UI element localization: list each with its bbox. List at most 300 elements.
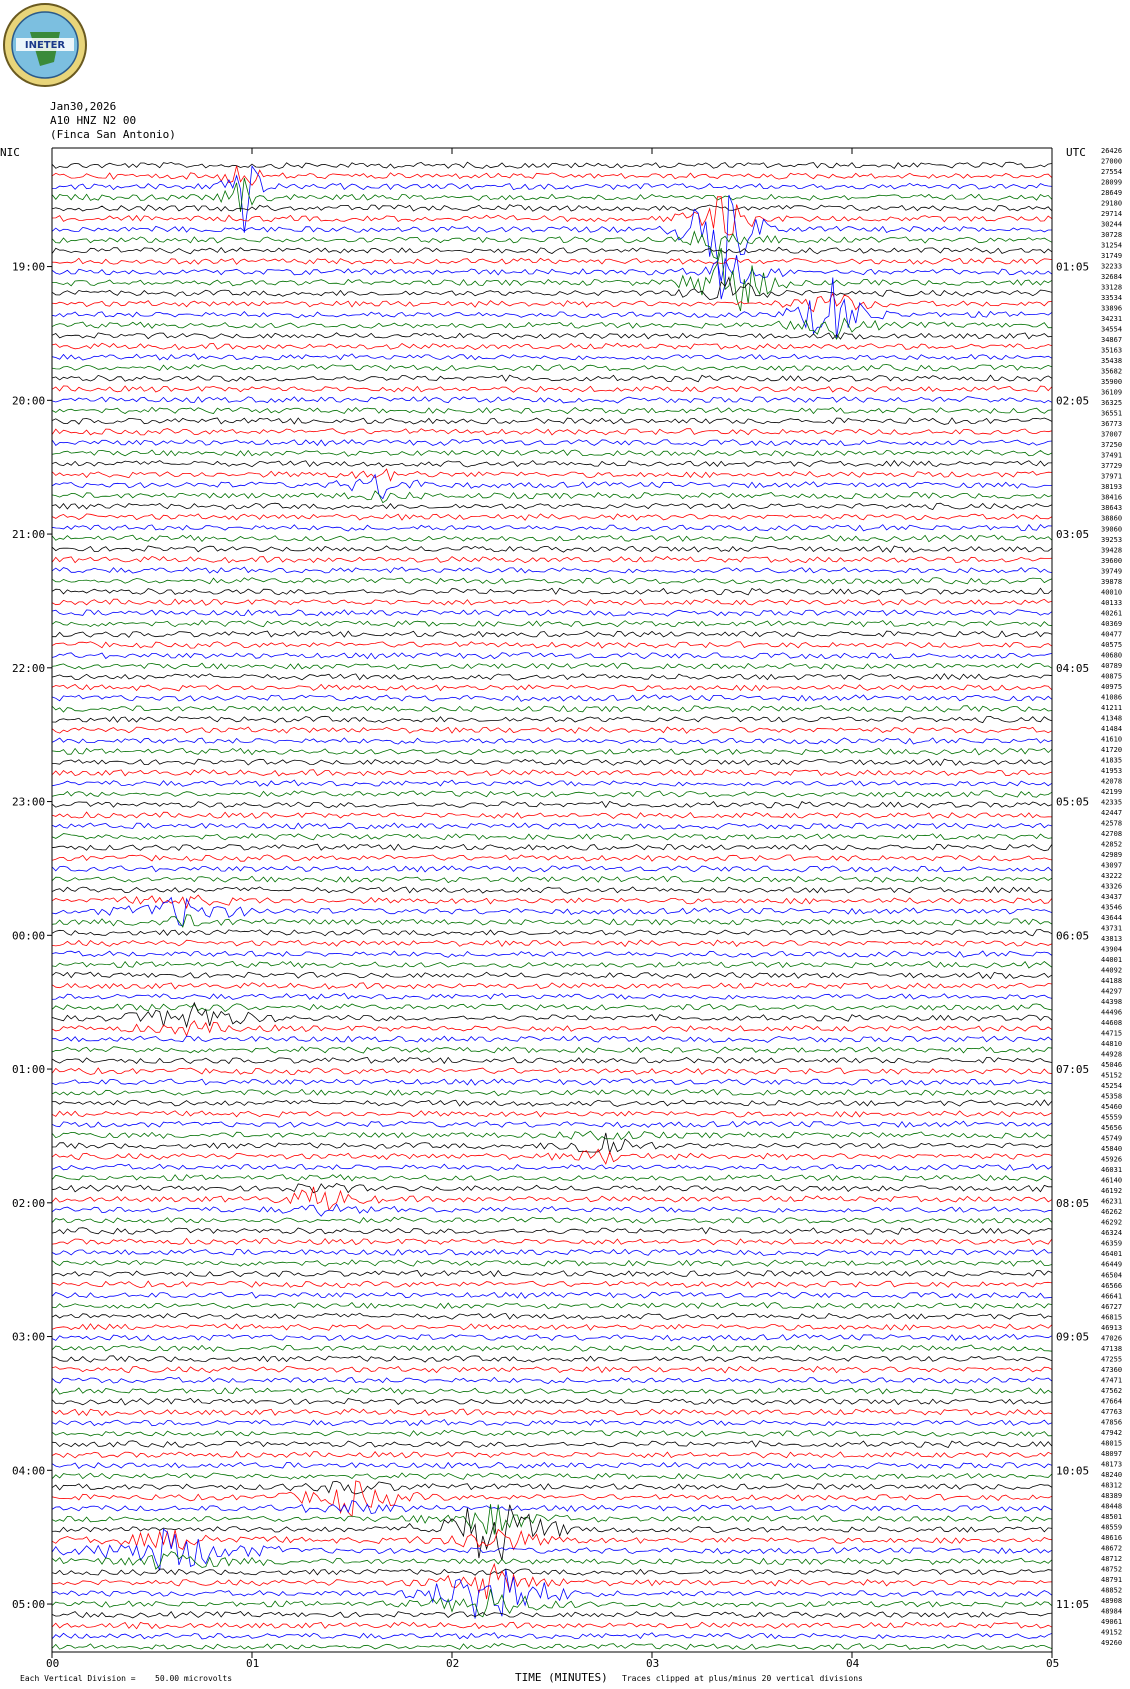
trace-value-label: 44188 <box>1101 977 1123 986</box>
left-hour-label: 03:00 <box>12 1330 46 1344</box>
trace-value-label: 47664 <box>1101 1397 1123 1406</box>
left-hour-label: 01:00 <box>12 1063 46 1077</box>
trace-line <box>52 610 1052 616</box>
trace-value-label: 40875 <box>1101 672 1123 681</box>
trace-value-label: 46566 <box>1101 1281 1123 1290</box>
trace-line <box>52 1552 1052 1570</box>
trace-value-label: 46192 <box>1101 1187 1123 1196</box>
trace-value-label: 37250 <box>1101 441 1123 450</box>
trace-value-label: 40477 <box>1101 630 1123 639</box>
trace-line <box>52 844 1052 851</box>
x-tick-label: 02 <box>446 1657 460 1670</box>
trace-line <box>52 759 1052 765</box>
trace-line <box>52 962 1052 969</box>
trace-value-label: 37971 <box>1101 472 1123 481</box>
trace-line <box>52 1420 1052 1426</box>
trace-line <box>52 1111 1052 1117</box>
trace-value-label: 44001 <box>1101 956 1123 964</box>
trace-value-label: 43222 <box>1101 872 1123 880</box>
trace-line <box>52 375 1052 382</box>
trace-line <box>52 1633 1052 1639</box>
trace-line <box>52 642 1052 648</box>
trace-value-label: 48015 <box>1101 1439 1123 1448</box>
trace-line <box>52 1021 1052 1036</box>
trace-value-label: 34231 <box>1101 315 1123 324</box>
x-tick-label: 00 <box>46 1657 60 1670</box>
trace-value-label: 46401 <box>1101 1250 1123 1259</box>
trace-line <box>52 1260 1052 1266</box>
trace-value-label: 46231 <box>1101 1197 1123 1206</box>
left-hour-label: 23:00 <box>12 795 46 809</box>
trace-value-label: 38193 <box>1101 483 1123 492</box>
footer-clip-note: Traces clipped at plus/minus 20 vertical divisions <box>622 1674 863 1683</box>
trace-value-label: 44608 <box>1101 1019 1123 1028</box>
trace-value-label: 35438 <box>1101 357 1123 366</box>
trace-value-label: 41610 <box>1101 735 1123 744</box>
left-axis-title: NIC <box>0 146 20 159</box>
trace-line <box>52 294 1052 312</box>
trace-line <box>52 318 1052 339</box>
trace-value-label: 47471 <box>1101 1376 1123 1385</box>
trace-line <box>52 333 1052 339</box>
trace-line <box>52 1133 1052 1153</box>
trace-line <box>52 1441 1052 1448</box>
trace-line <box>52 1564 1052 1599</box>
trace-value-label: 49061 <box>1101 1618 1123 1626</box>
trace-value-label: 42335 <box>1101 798 1123 807</box>
trace-value-label: 42708 <box>1101 830 1123 838</box>
trace-value-label: 39600 <box>1101 556 1123 565</box>
trace-line <box>52 1356 1052 1362</box>
trace-value-label: 45559 <box>1101 1113 1123 1122</box>
trace-line <box>52 162 1052 168</box>
trace-line <box>52 1089 1052 1095</box>
x-tick-label: 04 <box>846 1657 860 1670</box>
trace-value-label: 45254 <box>1101 1082 1123 1091</box>
trace-value-label: 43731 <box>1101 924 1123 933</box>
trace-value-label: 45749 <box>1101 1134 1123 1143</box>
trace-line <box>52 1388 1052 1394</box>
trace-line <box>52 727 1052 733</box>
trace-value-label: 39878 <box>1101 577 1123 586</box>
trace-value-label: 41720 <box>1101 745 1123 754</box>
trace-value-label: 42578 <box>1101 819 1123 828</box>
trace-value-label: 40010 <box>1101 588 1123 597</box>
trace-line <box>52 166 1052 185</box>
trace-line <box>52 1481 1052 1494</box>
trace-value-label: 30728 <box>1101 231 1123 240</box>
trace-value-label: 48752 <box>1101 1565 1123 1574</box>
station-site: (Finca San Antonio) <box>50 128 176 141</box>
trace-value-labels <box>1101 147 1122 1647</box>
trace-line <box>52 556 1052 562</box>
trace-value-label: 41484 <box>1101 724 1123 733</box>
trace-value-label: 42078 <box>1101 777 1123 786</box>
trace-line <box>52 1313 1052 1319</box>
trace-value-label: 48389 <box>1101 1491 1123 1500</box>
trace-value-label: 45460 <box>1101 1103 1123 1112</box>
trace-line <box>52 1149 1052 1164</box>
trace-line <box>52 940 1052 946</box>
trace-line <box>52 1238 1052 1244</box>
record-date: Jan30,2026 <box>50 100 117 113</box>
trace-value-label: 39253 <box>1101 535 1123 544</box>
trace-value-label: 47562 <box>1101 1386 1123 1395</box>
trace-value-label: 30244 <box>1101 220 1123 229</box>
trace-value-label: 38860 <box>1101 514 1123 523</box>
trace-value-label: 34554 <box>1101 325 1123 334</box>
trace-value-label: 27554 <box>1101 168 1123 176</box>
trace-value-label: 35682 <box>1101 367 1123 376</box>
trace-line <box>52 791 1052 798</box>
trace-line <box>52 1228 1052 1235</box>
trace-value-label: 48240 <box>1101 1470 1123 1479</box>
trace-line <box>52 440 1052 446</box>
trace-value-label: 43326 <box>1101 882 1123 891</box>
trace-line <box>52 599 1052 605</box>
trace-value-label: 47026 <box>1101 1334 1123 1343</box>
trace-value-label: 37491 <box>1101 451 1123 460</box>
trace-value-label: 43546 <box>1101 903 1123 912</box>
trace-line <box>52 1530 1052 1550</box>
right-hour-label: 08:05 <box>1056 1196 1090 1210</box>
trace-value-label: 48712 <box>1101 1554 1123 1563</box>
trace-value-label: 43904 <box>1101 945 1123 954</box>
trace-line <box>52 450 1052 456</box>
trace-value-label: 47763 <box>1101 1407 1123 1416</box>
station-header <box>50 100 176 142</box>
left-hour-label: 21:00 <box>12 528 46 542</box>
trace-value-label: 36325 <box>1101 399 1123 408</box>
trace-line <box>52 503 1052 509</box>
trace-value-label: 40575 <box>1101 640 1123 649</box>
trace-value-label: 48672 <box>1101 1544 1123 1553</box>
trace-line <box>52 1004 1052 1012</box>
trace-value-label: 40369 <box>1101 619 1123 628</box>
trace-value-label: 42447 <box>1101 808 1123 817</box>
trace-value-label: 34867 <box>1101 336 1123 345</box>
trace-line <box>52 823 1052 829</box>
trace-value-label: 29180 <box>1101 199 1123 208</box>
trace-value-label: 42199 <box>1101 787 1123 796</box>
trace-value-label: 38416 <box>1101 493 1123 502</box>
trace-value-label: 40975 <box>1101 682 1123 691</box>
trace-value-label: 43097 <box>1101 861 1123 870</box>
trace-value-label: 42989 <box>1101 851 1123 859</box>
trace-line <box>52 277 1052 299</box>
right-axis-title: UTC <box>1066 146 1086 159</box>
trace-line <box>52 1184 1052 1193</box>
left-hour-labels <box>12 261 52 1611</box>
trace-line <box>52 578 1052 585</box>
trace-line <box>52 1612 1052 1619</box>
station-code: A10 HNZ N2 00 <box>50 114 137 127</box>
seismic-traces <box>52 162 1052 1649</box>
trace-line <box>52 1249 1052 1255</box>
trace-value-label: 46449 <box>1101 1260 1123 1269</box>
right-hour-label: 02:05 <box>1056 394 1090 408</box>
trace-line <box>52 475 1052 499</box>
trace-value-label: 44092 <box>1101 966 1123 975</box>
trace-value-label: 48852 <box>1101 1586 1123 1595</box>
trace-value-label: 46727 <box>1101 1302 1123 1311</box>
trace-value-label: 46641 <box>1101 1292 1123 1301</box>
trace-line <box>52 663 1052 669</box>
trace-line <box>52 887 1052 893</box>
trace-value-label: 41835 <box>1101 756 1123 765</box>
trace-line <box>52 525 1052 531</box>
trace-value-label: 38643 <box>1101 504 1123 513</box>
trace-value-label: 46324 <box>1101 1229 1123 1238</box>
right-hour-label: 09:05 <box>1056 1330 1090 1344</box>
right-hour-label: 06:05 <box>1056 929 1090 943</box>
trace-value-label: 29714 <box>1101 210 1123 218</box>
trace-line <box>52 695 1052 702</box>
trace-line <box>52 1217 1052 1223</box>
trace-value-label: 44928 <box>1101 1050 1123 1059</box>
trace-value-label: 47360 <box>1101 1365 1123 1374</box>
trace-line <box>52 407 1052 413</box>
trace-line <box>52 535 1052 542</box>
trace-line <box>52 1504 1052 1534</box>
trace-value-label: 48173 <box>1101 1460 1123 1469</box>
left-hour-label: 04:00 <box>12 1464 46 1478</box>
trace-line <box>52 866 1052 872</box>
trace-line <box>52 258 1052 264</box>
trace-line <box>52 1463 1052 1469</box>
trace-value-label: 48616 <box>1101 1533 1123 1542</box>
trace-line <box>52 1622 1052 1629</box>
trace-line <box>52 706 1052 712</box>
trace-line <box>52 1303 1052 1309</box>
trace-value-label: 48097 <box>1101 1449 1123 1458</box>
trace-line <box>52 278 1052 339</box>
trace-line <box>52 1570 1052 1619</box>
trace-line <box>52 195 1052 299</box>
trace-line <box>52 620 1052 626</box>
trace-value-label: 46140 <box>1101 1176 1123 1185</box>
trace-value-label: 44297 <box>1101 987 1123 996</box>
logo-text: INETER <box>24 40 66 51</box>
footer-scale-units: 50.00 microvolts <box>155 1674 233 1683</box>
trace-line <box>52 1398 1052 1405</box>
trace-line <box>52 1345 1052 1351</box>
trace-value-label: 33128 <box>1101 283 1123 292</box>
trace-value-label: 45152 <box>1101 1071 1123 1080</box>
trace-line <box>52 1529 1052 1570</box>
trace-line <box>52 685 1052 691</box>
trace-line <box>52 1100 1052 1106</box>
trace-value-label: 26426 <box>1101 147 1123 155</box>
trace-line <box>52 1204 1052 1216</box>
trace-line <box>52 1281 1052 1288</box>
trace-value-label: 45358 <box>1101 1092 1123 1101</box>
trace-value-label: 43437 <box>1101 893 1123 901</box>
trace-line <box>52 491 1052 503</box>
trace-line <box>52 1501 1052 1514</box>
trace-value-label: 46504 <box>1101 1271 1123 1280</box>
trace-value-label: 40680 <box>1101 651 1123 660</box>
trace-value-label: 40789 <box>1101 661 1123 670</box>
trace-value-label: 40261 <box>1101 609 1123 618</box>
trace-line <box>52 232 1052 259</box>
trace-line <box>52 1569 1052 1575</box>
trace-value-label: 35900 <box>1101 378 1123 387</box>
footer-scale-label: Each Vertical Division = <box>20 1674 136 1683</box>
trace-value-label: 43644 <box>1101 914 1123 922</box>
trace-line <box>52 546 1052 552</box>
trace-line <box>52 1036 1052 1042</box>
trace-value-label: 31749 <box>1101 252 1123 261</box>
trace-value-label: 39749 <box>1101 567 1123 576</box>
left-hour-label: 19:00 <box>12 260 46 274</box>
trace-value-label: 41211 <box>1101 703 1123 712</box>
trace-value-label: 47856 <box>1101 1418 1123 1427</box>
trace-line <box>52 993 1052 999</box>
trace-line <box>52 898 1052 926</box>
trace-value-label: 48984 <box>1101 1607 1123 1616</box>
trace-value-label: 40133 <box>1101 598 1123 607</box>
trace-value-label: 46262 <box>1101 1208 1123 1217</box>
trace-value-label: 48791 <box>1101 1576 1123 1584</box>
trace-line <box>52 1366 1052 1372</box>
trace-line <box>52 812 1052 818</box>
trace-line <box>52 429 1052 435</box>
trace-value-label: 46292 <box>1101 1218 1123 1227</box>
trace-value-label: 39428 <box>1101 546 1123 555</box>
trace-line <box>52 354 1052 360</box>
trace-line <box>52 197 1052 235</box>
trace-value-label: 48501 <box>1101 1512 1123 1521</box>
trace-line <box>52 855 1052 861</box>
trace-line <box>52 895 1052 908</box>
x-tick-label: 05 <box>1046 1657 1060 1670</box>
trace-line <box>52 1047 1052 1053</box>
trace-line <box>52 588 1052 595</box>
trace-value-label: 31254 <box>1101 241 1123 250</box>
right-hour-label: 05:05 <box>1056 795 1090 809</box>
trace-value-label: 28649 <box>1101 189 1123 197</box>
trace-value-label: 36551 <box>1101 409 1123 418</box>
trace-line <box>52 469 1052 481</box>
trace-line <box>52 1164 1052 1170</box>
trace-line <box>52 461 1052 467</box>
trace-value-label: 32233 <box>1101 262 1123 271</box>
left-hour-label: 20:00 <box>12 394 46 408</box>
trace-line <box>52 738 1052 744</box>
trace-line <box>52 205 1052 212</box>
right-hour-label: 04:05 <box>1056 661 1090 675</box>
trace-line <box>52 1003 1052 1027</box>
trace-line <box>52 716 1052 722</box>
trace-value-label: 35163 <box>1101 346 1123 355</box>
trace-line <box>52 247 1052 254</box>
right-hour-label: 01:05 <box>1056 260 1090 274</box>
trace-line <box>52 386 1052 392</box>
trace-line <box>52 1271 1052 1277</box>
trace-line <box>52 255 1052 284</box>
trace-value-label: 47942 <box>1101 1428 1123 1437</box>
right-hour-label: 10:05 <box>1056 1464 1090 1478</box>
right-hour-label: 11:05 <box>1056 1598 1090 1612</box>
trace-value-label: 46359 <box>1101 1239 1123 1248</box>
trace-line <box>52 397 1052 403</box>
trace-value-label: 49152 <box>1101 1628 1123 1637</box>
trace-value-label: 45656 <box>1101 1124 1123 1133</box>
trace-value-label: 48559 <box>1101 1523 1123 1532</box>
trace-value-label: 47138 <box>1101 1344 1123 1353</box>
trace-line <box>52 1324 1052 1331</box>
trace-line <box>52 343 1052 349</box>
trace-value-label: 39060 <box>1101 525 1123 534</box>
trace-value-label: 36109 <box>1101 388 1123 397</box>
trace-line <box>52 930 1052 936</box>
x-tick-label: 03 <box>646 1657 660 1670</box>
trace-value-label: 37729 <box>1101 462 1123 471</box>
trace-value-label: 49260 <box>1101 1639 1123 1647</box>
trace-value-label: 41953 <box>1101 766 1123 775</box>
trace-value-label: 48908 <box>1101 1597 1123 1605</box>
trace-line <box>52 1131 1052 1140</box>
trace-line <box>52 631 1052 637</box>
left-hour-label: 22:00 <box>12 661 46 675</box>
trace-line <box>52 951 1052 957</box>
trace-line <box>52 1473 1052 1479</box>
trace-line <box>52 674 1052 680</box>
trace-value-label: 48312 <box>1101 1481 1123 1490</box>
trace-value-label: 33896 <box>1101 304 1123 313</box>
left-hour-label: 05:00 <box>12 1598 46 1612</box>
trace-line <box>52 1481 1052 1517</box>
trace-line <box>52 801 1052 808</box>
trace-line <box>52 770 1052 776</box>
x-axis-title: TIME (MINUTES) <box>515 1671 608 1684</box>
trace-value-label: 27000 <box>1101 157 1123 166</box>
trace-line <box>52 1452 1052 1458</box>
trace-value-label: 46913 <box>1101 1323 1123 1332</box>
trace-line <box>52 1079 1052 1085</box>
trace-line <box>52 1430 1052 1436</box>
trace-value-label: 48448 <box>1101 1502 1123 1511</box>
trace-line <box>52 1644 1052 1650</box>
right-hour-labels <box>1056 261 1089 1611</box>
trace-value-label: 28099 <box>1101 178 1123 187</box>
trace-line <box>52 365 1052 372</box>
trace-line <box>52 748 1052 755</box>
trace-value-label: 43813 <box>1101 935 1123 943</box>
left-hour-label: 02:00 <box>12 1196 46 1210</box>
trace-line <box>52 1292 1052 1298</box>
trace-line <box>52 983 1052 989</box>
trace-value-label: 45926 <box>1101 1155 1123 1164</box>
trace-value-label: 45046 <box>1101 1061 1123 1070</box>
trace-line <box>52 780 1052 786</box>
trace-value-label: 46815 <box>1101 1313 1123 1322</box>
trace-value-label: 42852 <box>1101 840 1123 849</box>
trace-line <box>52 915 1052 927</box>
right-hour-label: 03:05 <box>1056 528 1090 542</box>
ineter-logo <box>2 2 88 88</box>
left-hour-label: 00:00 <box>12 929 46 943</box>
trace-line <box>52 653 1052 659</box>
trace-line <box>52 1068 1052 1075</box>
trace-value-label: 44496 <box>1101 1008 1123 1017</box>
trace-line <box>52 1377 1052 1383</box>
trace-value-label: 41086 <box>1101 693 1123 702</box>
trace-line <box>52 567 1052 573</box>
trace-line <box>52 972 1052 979</box>
trace-value-label: 46031 <box>1101 1166 1123 1175</box>
